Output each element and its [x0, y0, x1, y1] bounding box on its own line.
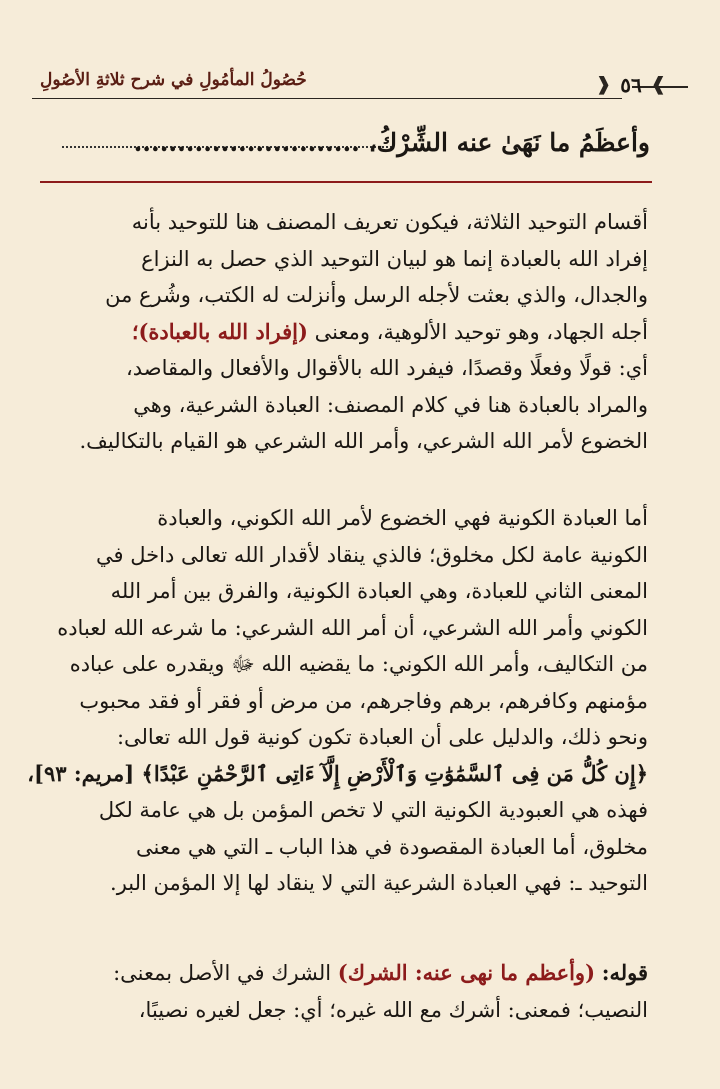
text-line: والمراد بالعبادة هنا في كلام المصنف: العبادة الشرعية، وهي [133, 392, 648, 417]
text-line: النصيب؛ فمعنى: أشرك مع الله غيره؛ أي: جعل لغيره نصيبًا، [138, 997, 648, 1022]
text-line [40, 314, 648, 351]
text-line: والجدال، والذي بعثت لأجله الرسل وأنزلت له الكتب، وشُرع من [105, 283, 648, 307]
text-line: إفراد الله بالعبادة إنما هو لبيان التوحيد الذي حصل به النزاع [141, 246, 648, 271]
text-line: فهذه هي العبودية الكونية التي لا تخص المؤمن بل هي عامة لكل [98, 798, 648, 822]
text-line: من التكاليف، وأمر الله الكوني: ما يقضيه الله ﷻ ويقدره على عباده [69, 652, 648, 676]
paragraph-1 [40, 204, 648, 460]
page-number: ❱ ٥٦ ❰ [602, 72, 660, 98]
header-rule [32, 98, 622, 99]
text-line: أما العبادة الكونية فهي الخضوع لأمر الله الكوني، والعبادة [157, 506, 648, 530]
text-line: أقسام التوحيد الثلاثة، فيكون تعريف المصنف هنا للتوحيد بأنه [131, 210, 648, 234]
matn-heading: وأعظَمُ ما نَهَىٰ عنه الشِّرْكُ، .......................... [133, 128, 650, 157]
text-line: الكونية عامة لكل مخلوق؛ فالذي ينقاد لأقدار الله تعالى داخل في [96, 542, 648, 567]
text-line [40, 955, 648, 992]
text-line: مخلوق، أما العبادة المقصودة في هذا الباب ـ التي هي معنى [135, 834, 648, 859]
text-fragment: أجله الجهاد، وهو توحيد الألوهية، ومعنى [314, 319, 648, 344]
qawluh-label: قوله: [601, 960, 648, 985]
text-fragment: الشرك في الأصل بمعنى: [113, 961, 332, 985]
text-line: مؤمنهم وكافرهم، برهم وفاجرهم، من مرض أو فقر أو فقد محبوب [79, 688, 648, 713]
text-line: الخضوع لأمر الله الشرعي، وأمر الله الشرعي هو القيام بالتكاليف. [79, 429, 648, 453]
section-divider [40, 181, 652, 183]
text-line: ونحو ذلك، والدليل على أن العبادة تكون كونية قول الله تعالى: [116, 725, 648, 749]
highlighted-quote: (وأعظم ما نهى عنه: الشرك) [337, 960, 596, 985]
page-header [32, 70, 688, 104]
quran-verse: ﴿إِن كُلُّ مَن فِى ٱلسَّمَٰوَٰتِ وَٱلْأَرْضِ إِلَّآ ءَاتِى ٱلرَّحْمَٰنِ عَبْدًا﴾ [مريم: ٩٣]، [27, 760, 648, 786]
running-title: حُصُولُ المأمُولِ في شرح ثلاثةِ الأصُولِ [40, 70, 307, 90]
text-line: أي: قولًا وفعلًا وقصدًا، فيفرد الله بالأقوال والأفعال والمقاصد، [125, 356, 648, 380]
paragraph-2 [27, 500, 648, 902]
text-line: التوحيد ـ: فهي العبادة الشرعية التي لا ينقاد لها إلا المؤمن البر. [110, 871, 648, 895]
paragraph-3 [40, 955, 648, 1028]
text-line: الكوني وأمر الله الشرعي، أن أمر الله الشرعي: ما شرعه الله لعباده [57, 615, 648, 640]
text-line: المعنى الثاني للعبادة، وهي العبادة الكونية، والفرق بين أمر الله [110, 579, 648, 603]
highlighted-quote: (إفراد الله بالعبادة)؛ [131, 318, 308, 344]
